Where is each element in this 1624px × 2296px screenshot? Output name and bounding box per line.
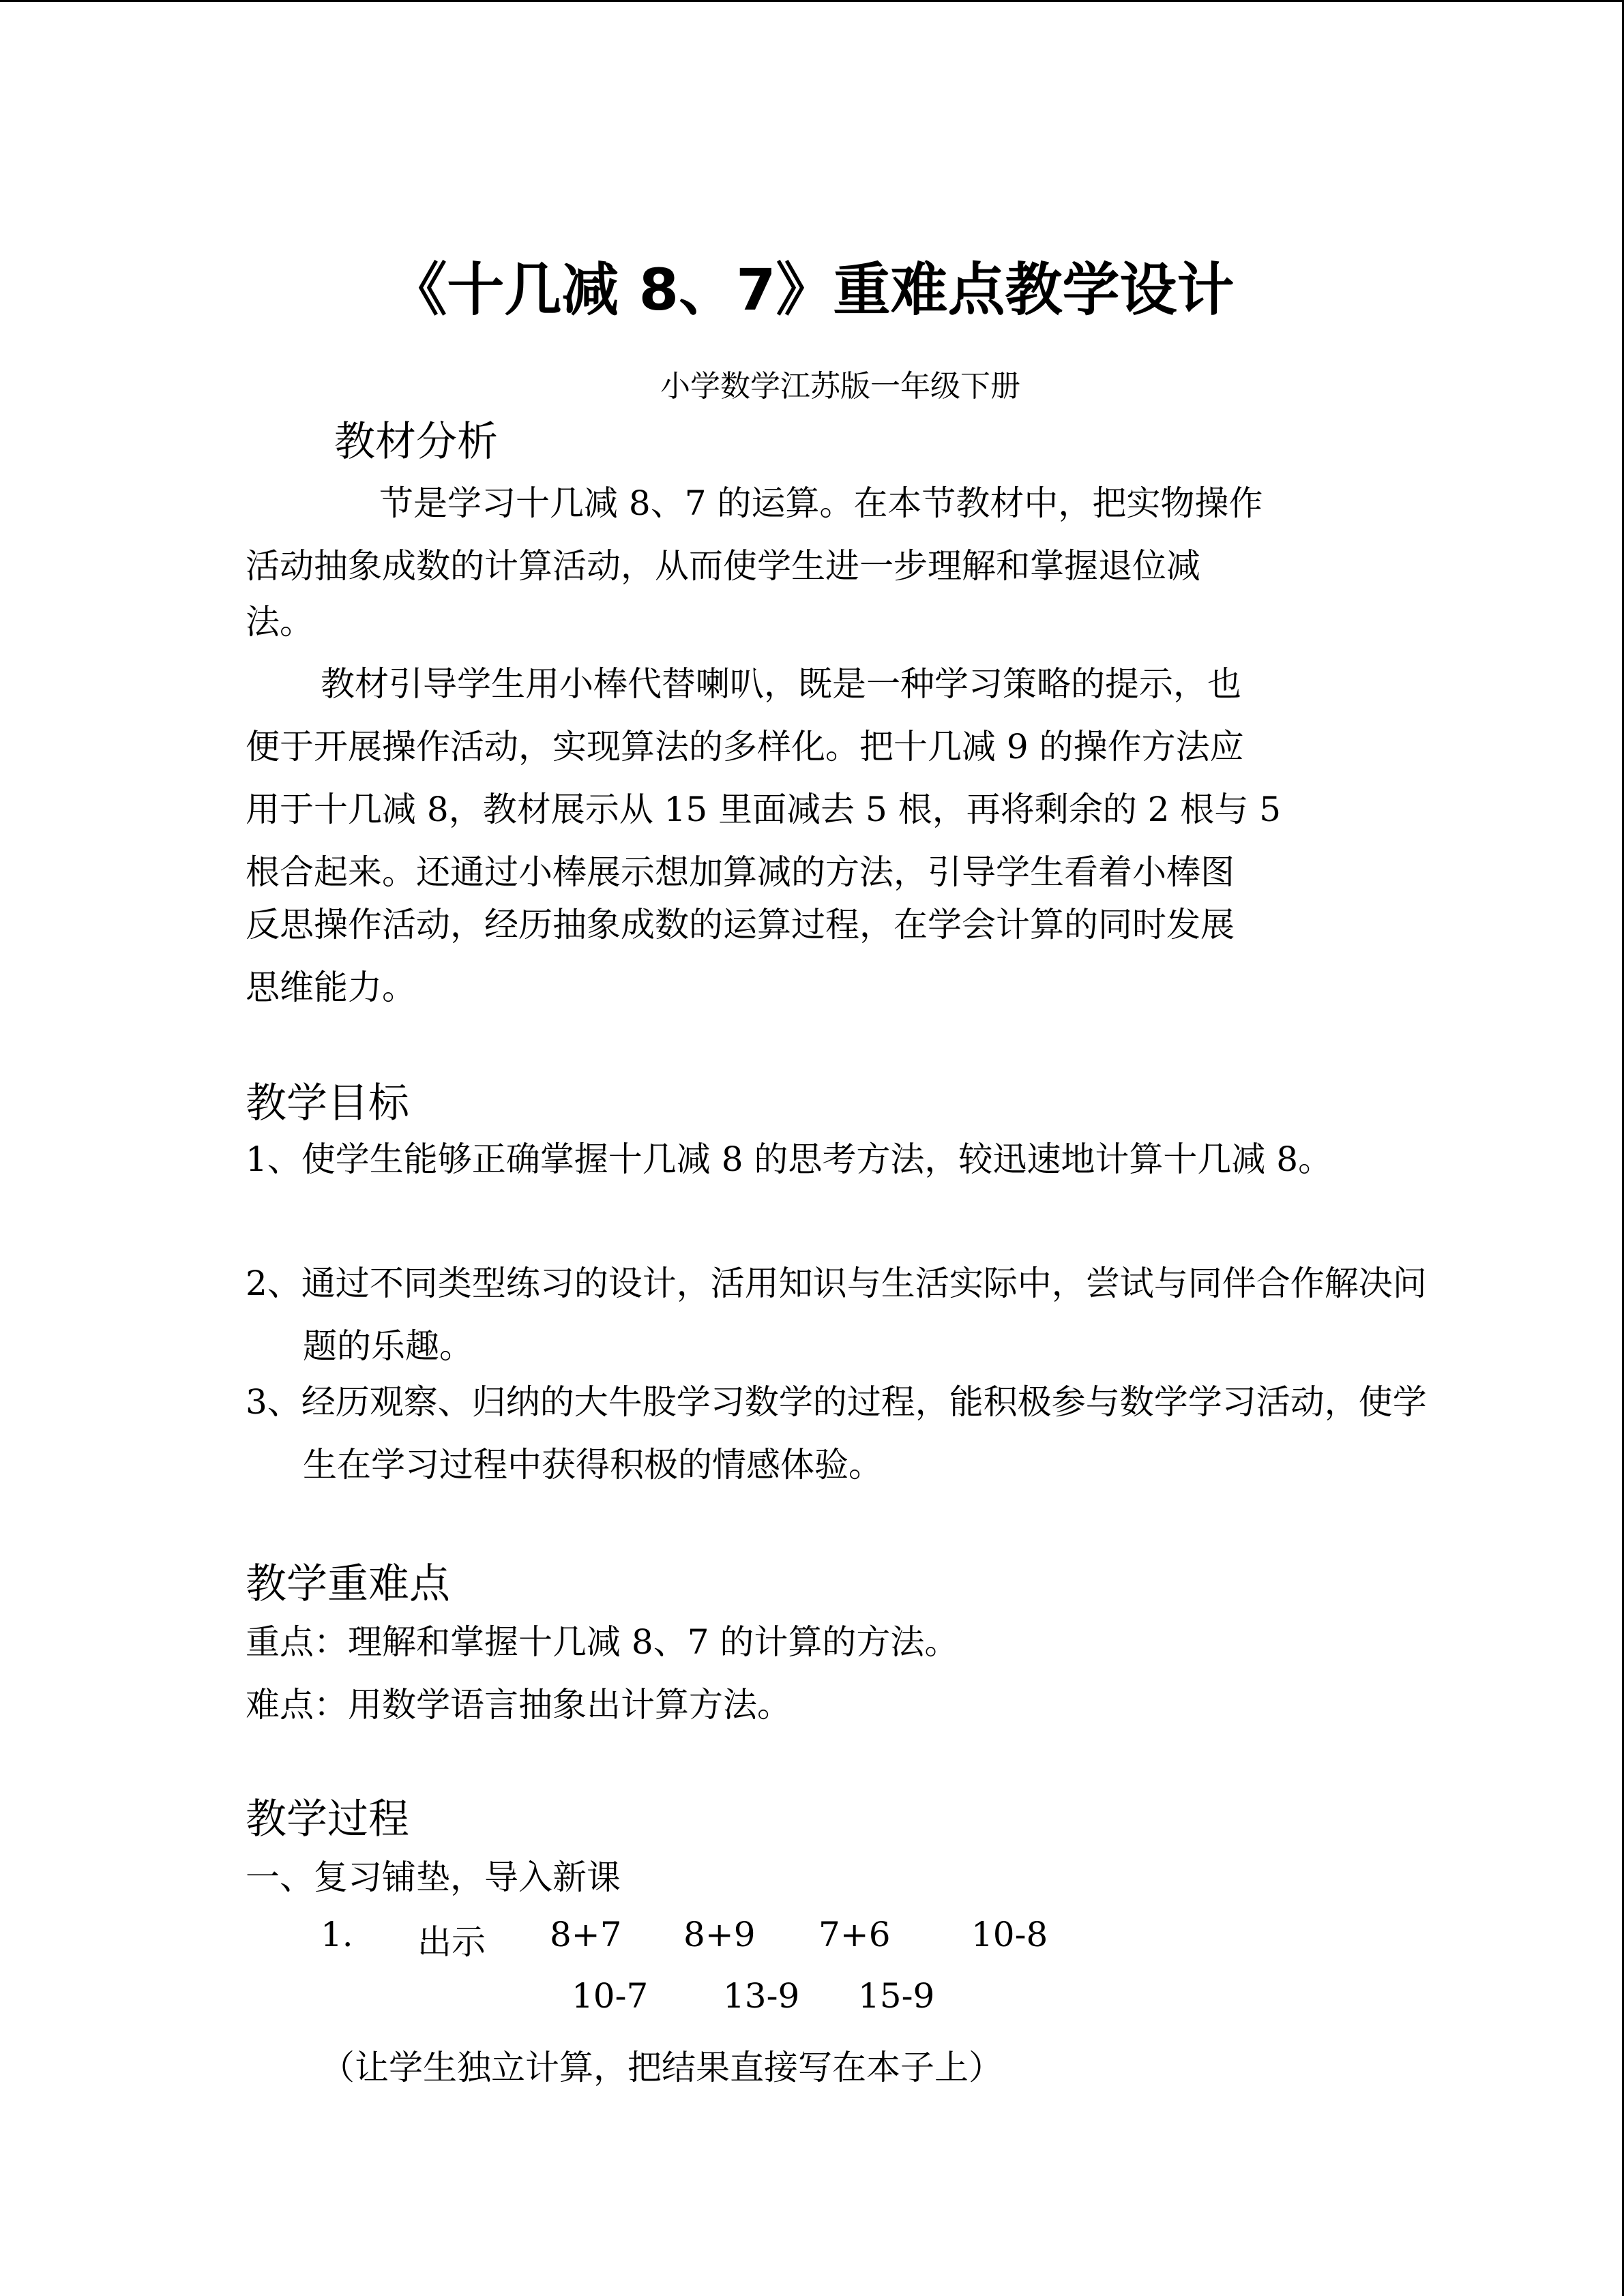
document-subtitle: 小学数学江苏版一年级下册	[660, 369, 1020, 404]
expression-item: 13-9	[723, 1976, 800, 2016]
expression-item: 8+7	[550, 1915, 622, 1954]
expression-item: 15-9	[858, 1976, 935, 2016]
expression-item: 7+6	[818, 1915, 891, 1954]
analysis-p1-line3: 法。	[246, 602, 314, 642]
analysis-p2-line5: 反思操作活动，经历抽象成数的运算过程，在学会计算的同时发展	[246, 905, 1235, 944]
analysis-p2-line4: 根合起来。还通过小棒展示想加算减的方法，引导学生看着小棒图	[246, 852, 1235, 892]
process-section-1: 一、复习铺垫，导入新课	[246, 1858, 621, 1897]
expression-item: 8+9	[683, 1915, 756, 1954]
step-label: 出示	[417, 1922, 486, 1962]
analysis-p2-line6: 思维能力。	[246, 968, 416, 1007]
keypoint-difficulty: 难点：用数学语言抽象出计算方法。	[246, 1685, 791, 1725]
document-title: 《十几减 8、7》重难点教学设计	[389, 256, 1235, 323]
analysis-p1-line2: 活动抽象成数的计算活动，从而使学生进一步理解和掌握退位减	[246, 546, 1200, 586]
page-border-top	[0, 0, 1624, 2]
goal-item-1: 1、使学生能够正确掌握十几减 8 的思考方法，较迅速地计算十几减 8。	[246, 1139, 1333, 1179]
analysis-p2-line3: 用于十几减 8，教材展示从 15 里面减去 5 根，再将剩余的 2 根与 5	[246, 790, 1282, 829]
expression-item: 10-7	[572, 1976, 649, 2016]
analysis-p2-line1: 教材引导学生用小棒代替喇叭，既是一种学习策略的提示，也	[321, 664, 1241, 704]
heading-process: 教学过程	[246, 1795, 409, 1843]
step-number: 1.	[321, 1915, 353, 1954]
expression-item: 10-8	[971, 1915, 1048, 1954]
goal-item-2: 2、通过不同类型练习的设计，活用知识与生活实际中，尝试与同伴合作解决问题的乐趣。	[246, 1264, 1427, 1366]
analysis-p2-line2: 便于开展操作活动，实现算法的多样化。把十几减 9 的操作方法应	[246, 727, 1244, 766]
keypoint-focus: 重点：理解和掌握十几减 8、7 的计算的方法。	[246, 1622, 959, 1662]
analysis-p1-line1: 节是学习十几减 8、7 的运算。在本节教材中，把实物操作	[379, 483, 1263, 523]
goal-item-3: 3、经历观察、归纳的大牛股学习数学的过程，能积极参与数学学习活动，使学生在学习过程中获得积极的情感体验。	[246, 1382, 1427, 1485]
process-note: （让学生独立计算，把结果直接写在本子上）	[321, 2048, 1003, 2087]
heading-analysis: 教材分析	[334, 418, 498, 466]
heading-keypoints: 教学重难点	[246, 1560, 450, 1608]
heading-goals: 教学目标	[246, 1079, 409, 1127]
